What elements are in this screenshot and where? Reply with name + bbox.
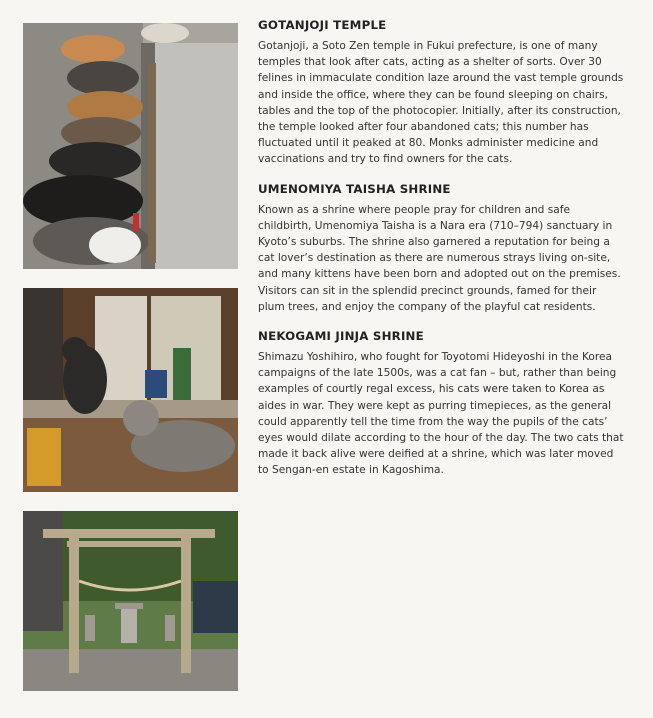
section-heading: UMENOMIYA TAISHA SHRINE [258, 181, 451, 196]
torii-shrine-illustration [23, 511, 238, 691]
section-nekogami [258, 329, 626, 479]
article-text-column [258, 18, 626, 493]
photo-cats-eating [23, 23, 238, 269]
photo-torii-shrine [23, 511, 238, 691]
cats-eating-illustration [23, 23, 238, 269]
section-heading: NEKOGAMI JINJA SHRINE [258, 329, 424, 344]
section-heading: GOTANJOJI TEMPLE [258, 18, 387, 32]
section-body: Shimazu Yoshihiro, who fought for Toyotomi Hideyoshi in the Korea campaigns of the late 1500s, was a cat fan – but, rather than being examples of courtly regal excess, his cats were taken to Korea as aides in war. They were kept as purring timepieces, as the general could apparently tell the time from the way the pupils of the cats’ eyes would dilate according to the hour of the day. The two cats that made it back alive were deified at a shrine, which was later moved to Sengan-en estate in Kagoshima. [258, 351, 624, 477]
cats-shelf-illustration [23, 288, 238, 492]
section-gotanjoji [258, 18, 626, 168]
section-umenomiya [258, 182, 626, 315]
photo-cats-shelf [23, 288, 238, 492]
section-body: Known as a shrine where people pray for children and safe childbirth, Umenomiya Taisha is a Nara era (710–794) sanctuary in Kyoto’s suburbs. The shrine also garnered a reputation for being a cat lover’s destination as there are numerous strays living on-site, and many kittens have been born and adopted out on the premises. Visitors can sit in the splendid precinct grounds, famed for their plum trees, and enjoy the company of the playful cat residents. [258, 203, 621, 313]
section-body: Gotanjoji, a Soto Zen temple in Fukui prefecture, is one of many temples that look after cats, acting as a shelter of sorts. Over 30 felines in immaculate condition laze around the vast temple grounds and inside the office, where they can be found sleeping on chairs, tables and the top of the photocopier. Initially, after its construction, the temple looked after four abandoned cats; this number has fluctuated until it peaked at 80. Monks administer medicine and vaccinations and try to find owners for the cats. [258, 40, 624, 166]
